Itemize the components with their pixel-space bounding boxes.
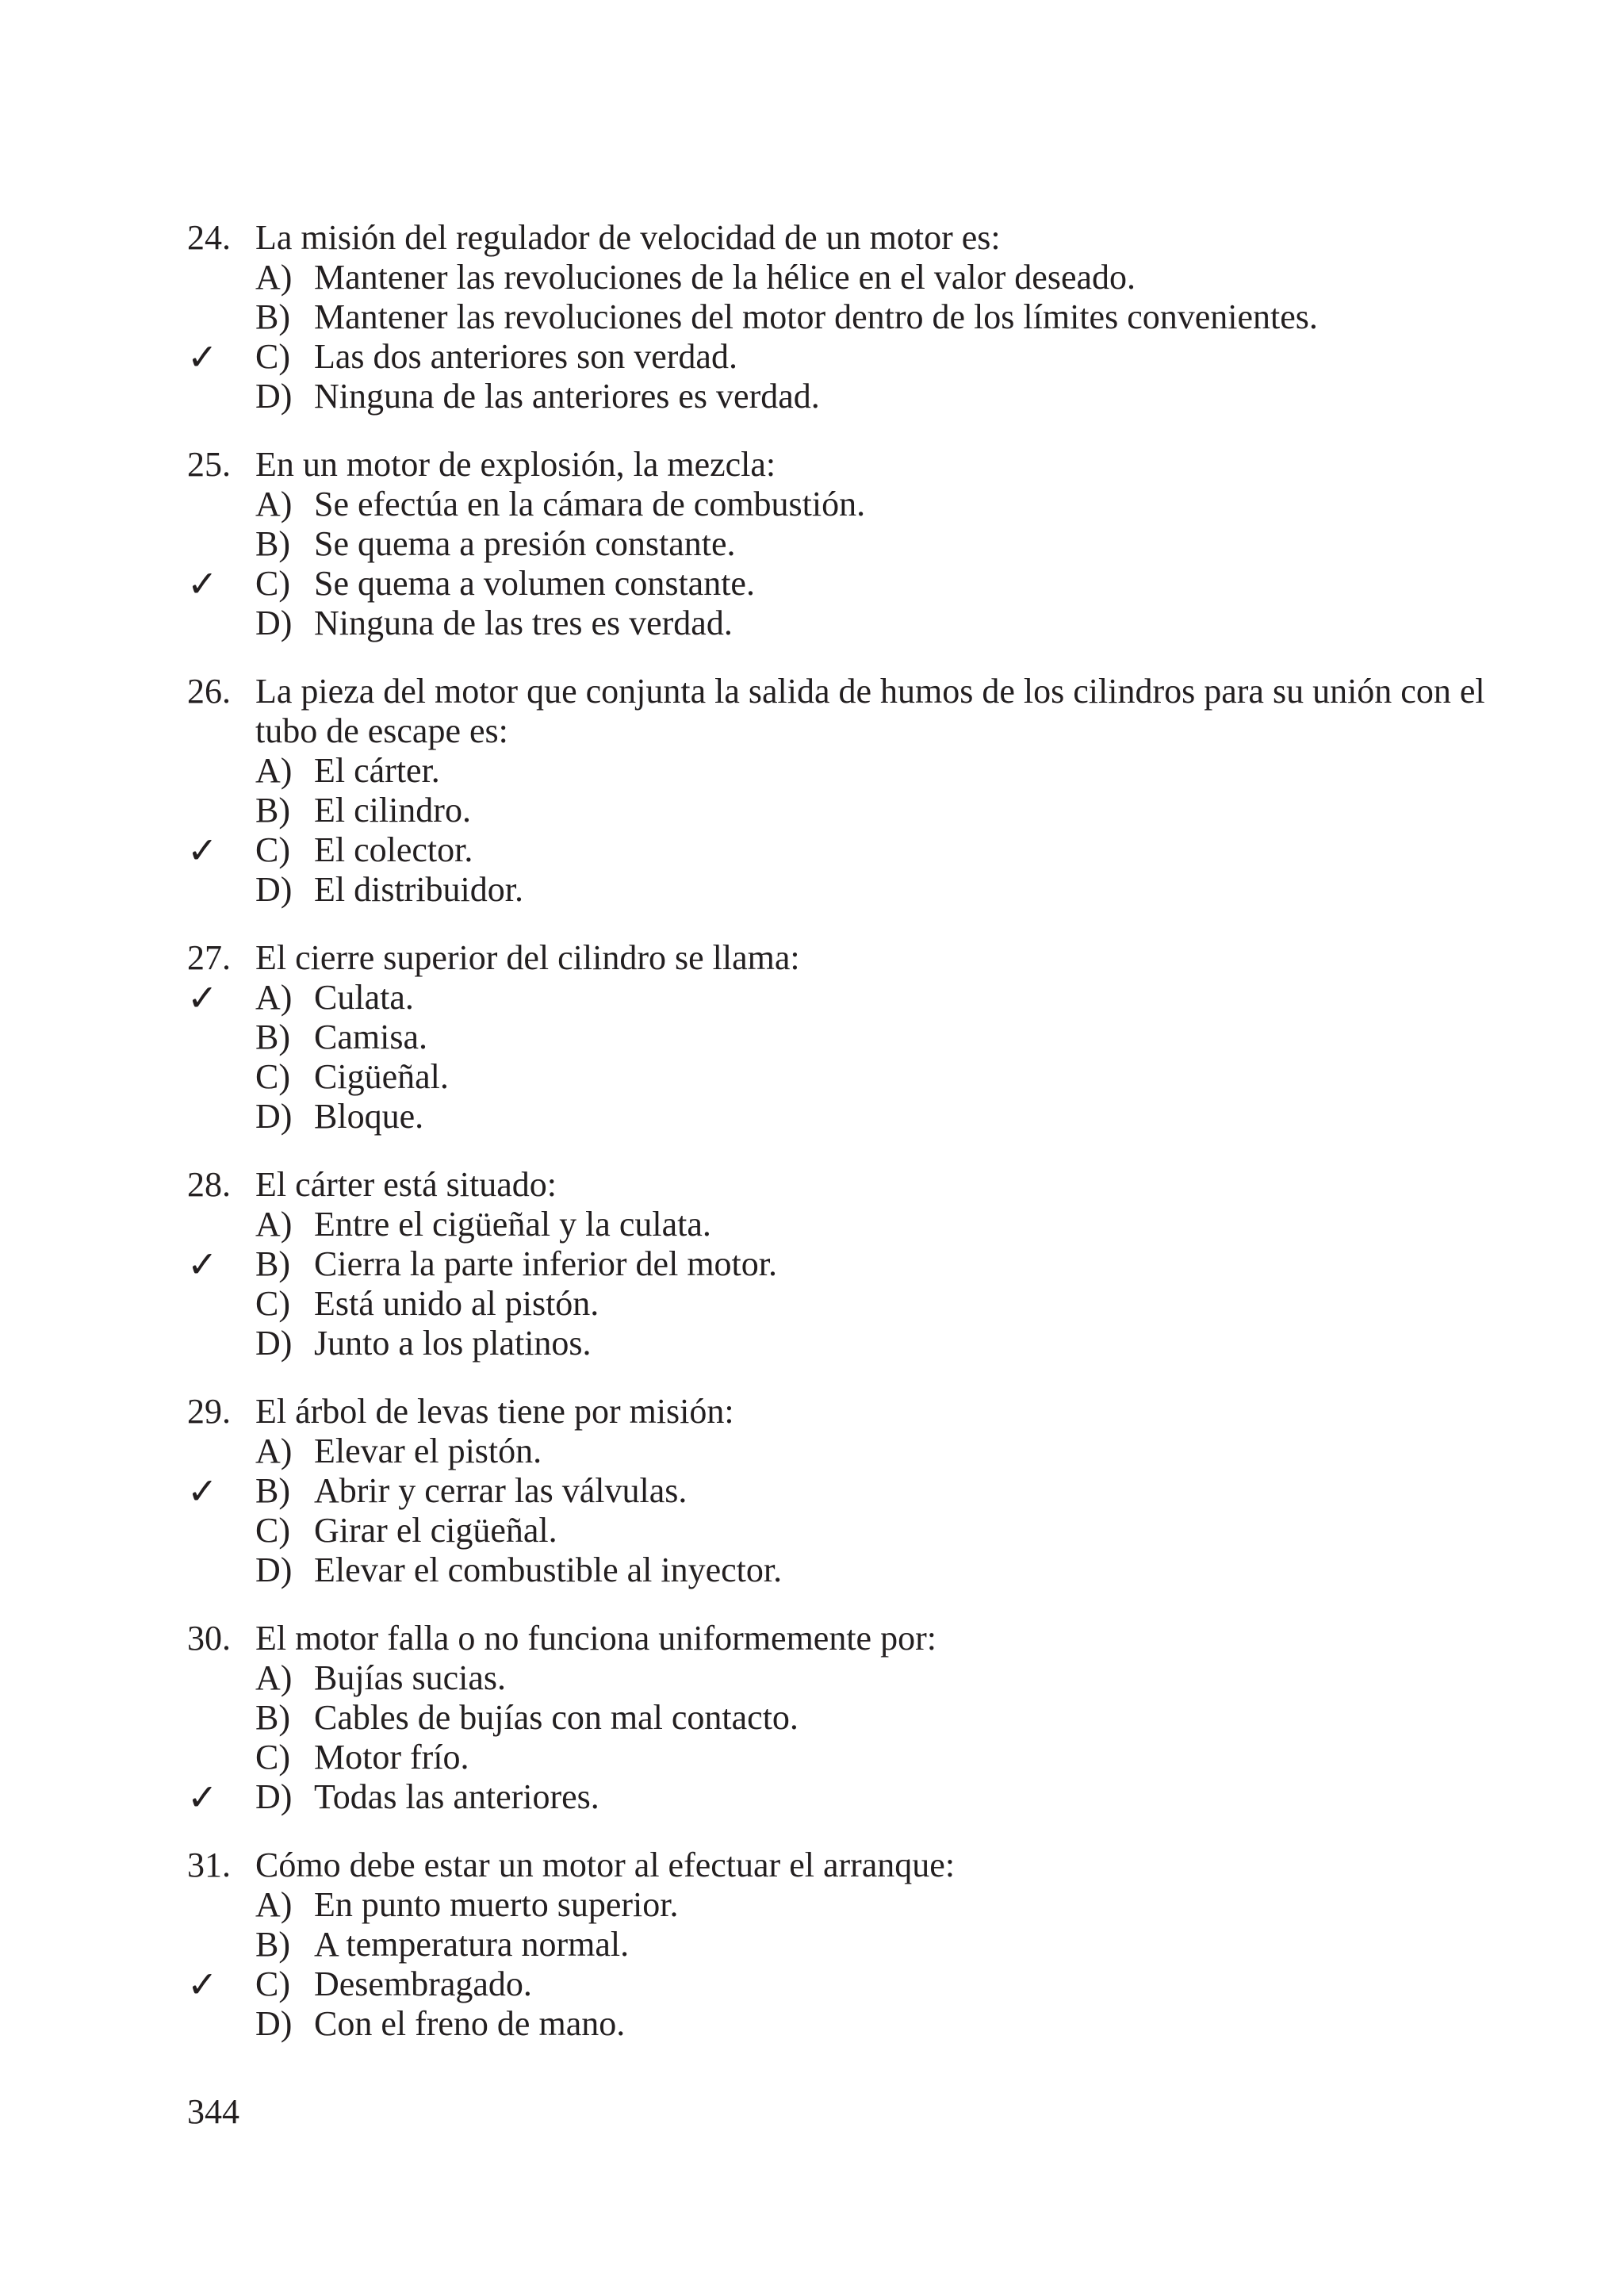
option-text: Cables de bujías con mal contacto. [314,1698,799,1737]
question-item [187,938,1503,1137]
answer-option [187,1097,1503,1137]
option-text: Entre el cigüeñal y la culata. [314,1205,711,1244]
question-stem [187,445,1503,485]
answer-options [187,1885,1503,2044]
answer-option [187,377,1503,416]
answer-option [187,978,1503,1018]
answer-option [187,564,1503,604]
option-text: Desembragado. [314,1964,532,2003]
option-text: Está unido al pistón. [314,1284,599,1323]
option-letter: D) [255,604,293,642]
option-letter: B) [255,297,290,336]
question-stem [187,1846,1503,1885]
question-text: La pieza del motor que conjunta la salida de humos de los cilindros para su unión con el tubo de escape es: [255,672,1485,750]
question-stem [187,1619,1503,1658]
answer-option [187,1964,1503,2004]
answer-option [187,1550,1503,1590]
option-text: Bloque. [314,1097,424,1136]
question-stem [187,1392,1503,1432]
option-text: El cilindro. [314,791,471,830]
answer-options [187,485,1503,643]
question-stem [187,672,1503,751]
option-letter: A) [255,1885,293,1924]
page-number: 344 [187,2092,239,2131]
option-letter: C) [255,1284,290,1323]
answer-option [187,297,1503,337]
option-letter: B) [255,1018,290,1056]
answer-option [187,1205,1503,1244]
answer-option [187,1698,1503,1738]
option-text: El distribuidor. [314,870,523,909]
option-letter: B) [255,1925,290,1964]
option-letter: C) [255,337,290,376]
option-text: Girar el cigüeñal. [314,1511,557,1550]
option-text: Bujías sucias. [314,1658,506,1697]
question-number: 28. [187,1165,231,1204]
answer-option [187,1738,1503,1777]
question-number: 31. [187,1846,231,1884]
option-letter: A) [255,978,293,1017]
question-item [187,1392,1503,1590]
option-letter: D) [255,2004,293,2043]
checkmark-icon: ✓ [187,1470,218,1512]
option-letter: D) [255,1777,293,1816]
option-letter: C) [255,1738,290,1777]
answer-option [187,2004,1503,2044]
question-number: 30. [187,1619,231,1658]
answer-option [187,1658,1503,1698]
option-text: Ninguna de las tres es verdad. [314,604,733,642]
option-letter: A) [255,485,293,523]
answer-option [187,1057,1503,1097]
question-number: 27. [187,938,231,977]
option-text: Se quema a volumen constante. [314,564,755,603]
option-text: Las dos anteriores son verdad. [314,337,737,376]
option-text: Culata. [314,978,414,1017]
option-letter: C) [255,564,290,603]
option-letter: C) [255,1511,290,1550]
option-text: El colector. [314,830,473,869]
option-letter: C) [255,1964,290,2003]
answer-option [187,1018,1503,1057]
option-letter: B) [255,791,290,830]
option-letter: D) [255,870,293,909]
option-letter: C) [255,1057,290,1096]
option-text: Motor frío. [314,1738,469,1777]
option-text: Junto a los platinos. [314,1324,592,1363]
option-letter: D) [255,1324,293,1363]
answer-options [187,1658,1503,1817]
option-letter: D) [255,1097,293,1136]
answer-options [187,751,1503,910]
question-item [187,1846,1503,2044]
answer-option [187,1777,1503,1817]
answer-options [187,1205,1503,1363]
question-item [187,1619,1503,1817]
answer-option [187,258,1503,297]
option-letter: B) [255,1698,290,1737]
option-text: En punto muerto superior. [314,1885,679,1924]
option-text: Todas las anteriores. [314,1777,599,1816]
option-letter: A) [255,1205,293,1244]
option-letter: B) [255,1471,290,1510]
checkmark-icon: ✓ [187,829,218,872]
checkmark-icon: ✓ [187,562,218,605]
checkmark-icon: ✓ [187,1243,218,1286]
question-item [187,1165,1503,1363]
question-text: En un motor de explosión, la mezcla: [255,445,776,484]
answer-option [187,1925,1503,1964]
question-number: 26. [187,672,231,711]
question-text: El árbol de levas tiene por misión: [255,1392,734,1431]
question-text: Cómo debe estar un motor al efectuar el arranque: [255,1846,956,1884]
question-number: 25. [187,445,231,484]
answer-option [187,870,1503,910]
question-text: El cierre superior del cilindro se llama: [255,938,800,977]
option-text: Camisa. [314,1018,427,1056]
option-letter: B) [255,1244,290,1283]
question-number: 29. [187,1392,231,1431]
checkmark-icon: ✓ [187,335,218,378]
answer-option [187,337,1503,377]
answer-options [187,1432,1503,1590]
checkmark-icon: ✓ [187,1776,218,1819]
answer-option [187,1284,1503,1324]
answer-option [187,1885,1503,1925]
answer-option [187,485,1503,524]
question-stem [187,218,1503,258]
checkmark-icon: ✓ [187,976,218,1019]
question-item [187,445,1503,643]
option-text: Cigüeñal. [314,1057,449,1096]
question-number: 24. [187,218,231,257]
option-letter: D) [255,377,293,416]
option-text: Con el freno de mano. [314,2004,626,2043]
option-text: Mantener las revoluciones de la hélice en el valor deseado. [314,258,1136,297]
option-letter: A) [255,1432,293,1470]
question-list [187,218,1503,2072]
option-letter: A) [255,1658,293,1697]
option-text: Elevar el pistón. [314,1432,542,1470]
answer-option [187,791,1503,830]
question-text: El motor falla o no funciona uniformemente por: [255,1619,936,1658]
question-text: El cárter está situado: [255,1165,557,1204]
option-letter: D) [255,1550,293,1589]
option-letter: B) [255,524,290,563]
option-text: Mantener las revoluciones del motor dentro de los límites convenientes. [314,297,1318,336]
checkmark-icon: ✓ [187,1963,218,2006]
answer-option [187,1324,1503,1363]
option-text: Ninguna de las anteriores es verdad. [314,377,820,416]
option-text: Elevar el combustible al inyector. [314,1550,783,1589]
option-text: Se quema a presión constante. [314,524,736,563]
answer-option [187,1511,1503,1550]
answer-option [187,751,1503,791]
answer-options [187,258,1503,416]
option-text: Abrir y cerrar las válvulas. [314,1471,688,1510]
question-stem [187,1165,1503,1205]
option-letter: A) [255,751,293,790]
answer-option [187,524,1503,564]
answer-options [187,978,1503,1137]
option-text: Se efectúa en la cámara de combustión. [314,485,866,523]
answer-option [187,1432,1503,1471]
option-text: El cárter. [314,751,440,790]
option-text: Cierra la parte inferior del motor. [314,1244,777,1283]
question-stem [187,938,1503,978]
option-letter: A) [255,258,293,297]
question-item [187,672,1503,910]
answer-option [187,830,1503,870]
question-text: La misión del regulador de velocidad de un motor es: [255,218,1001,257]
answer-option [187,1244,1503,1284]
question-item [187,218,1503,416]
answer-option [187,604,1503,643]
option-text: A temperatura normal. [314,1925,630,1964]
answer-option [187,1471,1503,1511]
option-letter: C) [255,830,290,869]
